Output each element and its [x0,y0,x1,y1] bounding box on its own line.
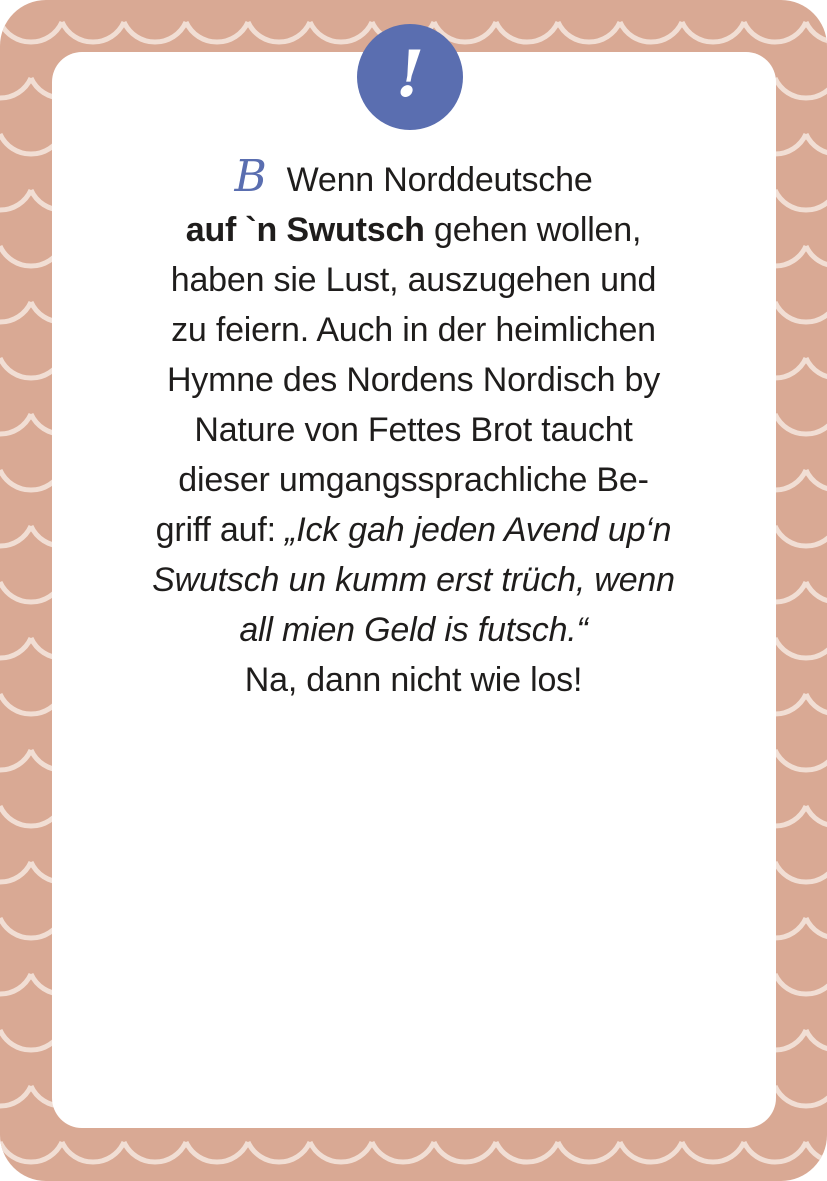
text-line-11: Na, dann nicht wie los! [244,661,583,699]
exclamation-icon: ! [395,37,425,112]
quote-part-1: „Ick gah jeden Avend up‘n [285,511,672,549]
key-phrase: auf `n Swutsch [185,211,425,249]
text-line-4: zu feiern. Auch in der heimlichen [171,311,656,349]
text-line-6: Nature von Fettes Brot taucht [194,411,633,449]
text-line-1: B Wenn Norddeutsche [234,151,593,202]
text-line-7: dieser umgangssprachliche Be- [178,461,649,499]
initial-letter: B [234,151,267,202]
text-line-5: Hymne des Nordens Nordisch by [166,361,661,399]
text-line-9: Swutsch un kumm erst trüch, wenn [152,561,675,599]
text-line-10: all mien Geld is futsch.“ [239,611,588,649]
scallop-row [0,1142,827,1162]
text-line-8: griff auf: „Ick gah jeden Avend up‘n [155,511,672,549]
exclamation-badge [357,24,463,130]
text-line-2: auf `n Swutsch gehen wollen, [185,211,642,249]
card-text [72,152,755,705]
text-line-3: haben sie Lust, auszugehen und [170,261,657,299]
